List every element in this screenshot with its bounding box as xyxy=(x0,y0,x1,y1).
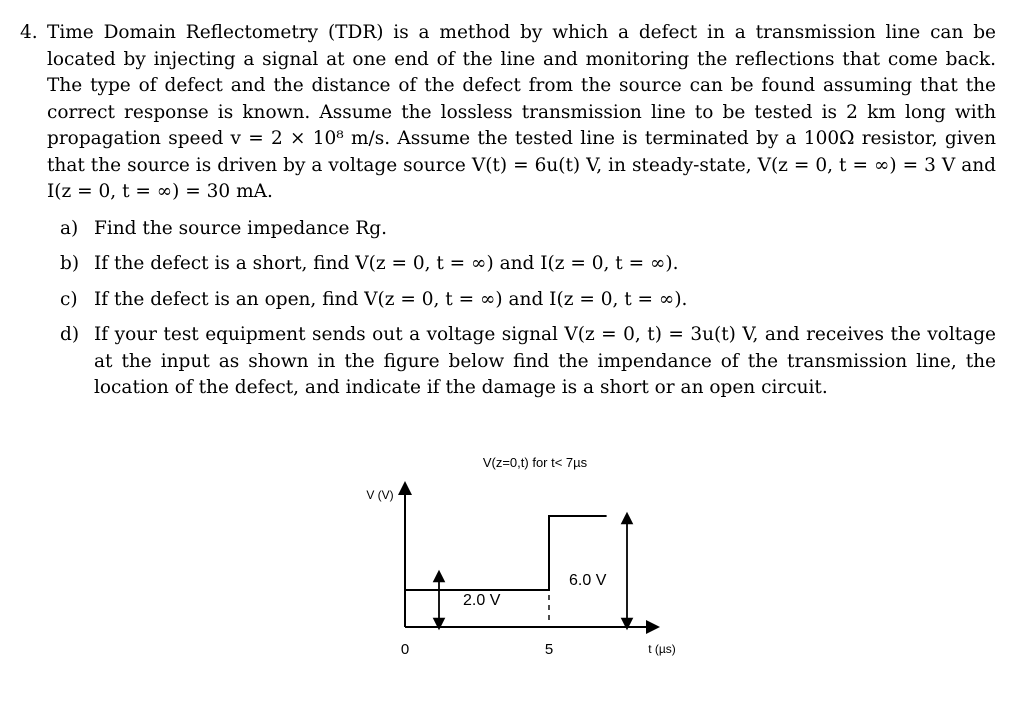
figure-title: V(z=0,t) for t< 7µs xyxy=(482,455,588,470)
x-tick-0: 0 xyxy=(400,641,410,658)
first-step-label: 2.0 V xyxy=(463,592,501,609)
part-a-text: Find the source impedance Rg. xyxy=(94,217,388,239)
x-axis-label: t (µs) xyxy=(648,642,676,656)
second-step-label: 6.0 V xyxy=(569,572,607,589)
part-a-label: a) xyxy=(60,217,79,239)
part-b-text: If the defect is a short, find V(z = 0, t = ∞) and I(z = 0, t = ∞). xyxy=(94,253,679,274)
problem-statement: Time Domain Reflectometry (TDR) is a method by which a defect in a transmission line can be located by injecting a signal at one end of the line and monitoring the reflections that come back. The type of defect and the distance of the defect from the source can be found assuming that the correct response is known. Assume the lossless transmission line to be tested is 2 km long with propagation speed v = 2 × 10⁸ m/s. Assume the tested line is terminated by a 100Ω resistor, given that the source is driven by a voltage source V(t) = 6u(t) V, in steady-state, V(z = 0, t = ∞) = 3 V and I(z = 0, t = ∞) = 30 mA. xyxy=(47,22,996,202)
problem-parts xyxy=(20,216,996,402)
part-d xyxy=(60,322,996,402)
tdr-figure xyxy=(340,440,720,680)
problem-4 xyxy=(20,20,996,411)
x-tick-5: 5 xyxy=(544,641,554,658)
part-c-label: c) xyxy=(60,288,78,310)
part-d-label: d) xyxy=(60,324,80,345)
part-b xyxy=(60,251,996,278)
part-c-text: If the defect is an open, find V(z = 0, t = ∞) and I(z = 0, t = ∞). xyxy=(94,288,688,310)
part-a xyxy=(60,216,996,243)
part-b-label: b) xyxy=(60,253,80,274)
y-axis-label: V (V) xyxy=(366,488,394,502)
tdr-plot xyxy=(340,440,720,680)
problem-number: 4. xyxy=(20,22,38,43)
part-c xyxy=(60,287,996,314)
part-d-text: If your test equipment sends out a voltage signal V(z = 0, t) = 3u(t) V, and receives the voltage at the input as shown in the figure below find the impendance of the transmission line, the location of the defect, and indicate if the damage is a short or an open circuit. xyxy=(94,324,996,398)
